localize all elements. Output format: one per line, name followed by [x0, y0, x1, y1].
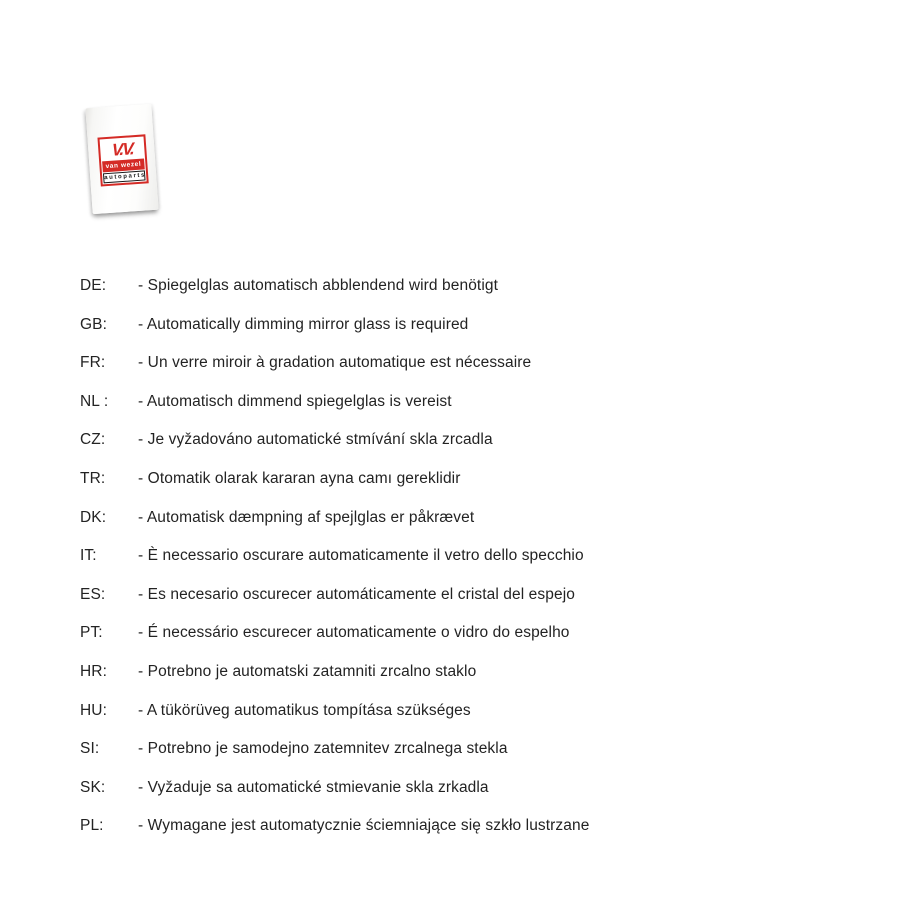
language-code: PL: — [80, 817, 104, 835]
translation-text: - A tükörüveg automatikus tompítása szükséges — [138, 701, 471, 719]
translation-row — [80, 392, 589, 431]
translation-row — [80, 508, 589, 547]
translation-text: - Wymagane jest automatycznie ściemniające się szkło lustrzane — [138, 817, 590, 835]
translation-text: - Vyžaduje sa automatické stmievanie skla zrkadla — [138, 778, 489, 796]
van-wezel-logo — [97, 134, 148, 186]
language-code: NL : — [80, 392, 109, 410]
language-code: IT: — [80, 547, 97, 565]
language-code: HR: — [80, 662, 107, 680]
translation-text: - Automatisk dæmpning af spejlglas er påkrævet — [138, 508, 475, 526]
translation-row — [80, 315, 589, 354]
language-code: DE: — [80, 277, 107, 294]
translation-text: - Automatisch dimmend spiegelglas is vereist — [138, 392, 452, 410]
translation-text: - È necessario oscurare automaticamente il vetro dello specchio — [138, 547, 584, 565]
translation-row — [80, 816, 589, 855]
language-code: GB: — [80, 315, 108, 333]
translation-text: - Automatically dimming mirror glass is required — [138, 315, 469, 333]
translation-text: - Un verre miroir à gradation automatique est nécessaire — [138, 354, 532, 372]
translation-row — [80, 662, 589, 701]
translation-row — [80, 623, 589, 662]
translation-row — [80, 778, 589, 817]
language-code: SI: — [80, 740, 100, 758]
translation-row — [80, 276, 589, 315]
language-code: SK: — [80, 778, 106, 796]
translation-row — [80, 585, 589, 624]
language-code: PT: — [80, 624, 103, 642]
logo-brand-name: van wezel — [102, 158, 145, 171]
translation-text: - Potrebno je automatski zatamniti zrcalno staklo — [138, 662, 477, 680]
translation-row — [80, 353, 589, 392]
language-code: HU: — [80, 701, 107, 719]
translation-row — [80, 546, 589, 585]
translation-text: - Es necesario oscurecer automáticamente el cristal del espejo — [138, 585, 575, 603]
language-code: TR: — [80, 469, 106, 487]
translation-row — [80, 701, 589, 740]
translation-row — [80, 739, 589, 778]
translation-text: - É necessário escurecer automaticamente o vidro do espelho — [138, 624, 570, 642]
vw-monogram-icon: V.V. — [111, 139, 134, 160]
translation-text: - Je vyžadováno automatické stmívání skla zrcadla — [138, 431, 493, 449]
translation-text: - Potrebno je samodejno zatemnitev zrcalnega stekla — [138, 740, 508, 758]
translation-row — [80, 469, 589, 508]
translation-text: - Spiegelglas automatisch abblendend wird benötigt — [138, 277, 499, 294]
translation-text: - Otomatik olarak kararan ayna camı gereklidir — [138, 469, 461, 487]
language-code: FR: — [80, 354, 106, 372]
language-code: CZ: — [80, 431, 106, 449]
language-code: DK: — [80, 508, 107, 526]
language-code: ES: — [80, 585, 106, 603]
translation-row — [80, 430, 589, 469]
logo-tagline: autoparts — [103, 170, 146, 183]
product-box — [85, 104, 158, 214]
translation-list — [80, 276, 589, 855]
